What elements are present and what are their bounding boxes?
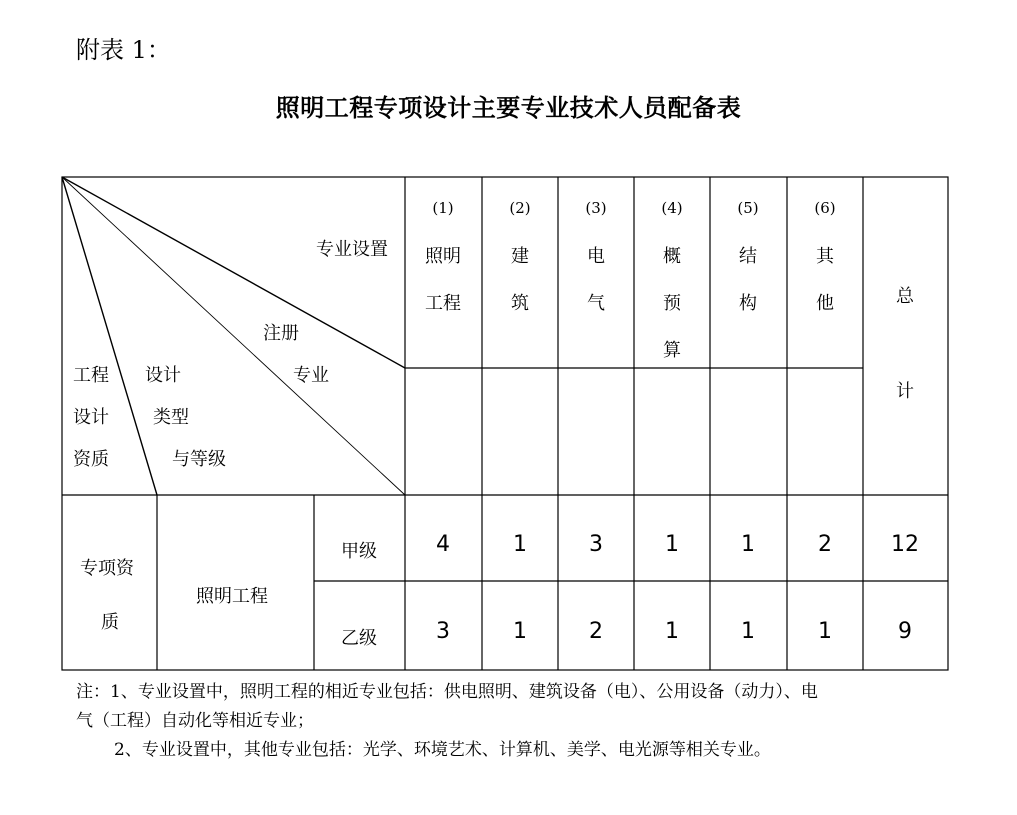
column-number: (4) (661, 199, 683, 217)
table-cell-value: 4 (436, 532, 450, 557)
column-number: (3) (585, 199, 607, 217)
column-number: (5) (737, 199, 759, 217)
project-label: 照明工程 (196, 586, 268, 607)
note-line: 气（工程）自动化等相近专业； (76, 711, 314, 731)
table-cell-value: 1 (513, 619, 527, 644)
column-header-char: 概 (663, 246, 681, 267)
note-line: 2、专业设置中，其他专业包括：光学、环境艺术、计算机、美学、电光源等相关专业。 (114, 740, 771, 760)
column-header-char: 构 (739, 293, 757, 314)
table-cell-value: 2 (818, 532, 832, 557)
diag-label-major-setting: 专业设置 (316, 239, 388, 260)
table-cell-total: 9 (898, 619, 912, 644)
total-header-char: 计 (896, 381, 914, 402)
table-cell-value: 1 (665, 619, 679, 644)
diag-label-major: 专业 (293, 365, 329, 386)
column-header-char: 算 (663, 340, 681, 361)
column-number: (6) (814, 199, 836, 217)
table-cell-value: 1 (741, 532, 755, 557)
diag-label-design-3: 与等级 (172, 449, 226, 470)
column-header-char: 预 (663, 293, 681, 314)
grade-label: 乙级 (341, 628, 377, 649)
column-header-char: 建 (511, 246, 529, 267)
caption: 附表 1： (76, 36, 171, 64)
table-cell-value: 3 (436, 619, 450, 644)
total-header-char: 总 (896, 286, 914, 307)
diag-label-qual-2: 设计 (73, 407, 109, 428)
column-header-char: 照明 (425, 246, 461, 267)
column-header-char: 他 (816, 293, 834, 314)
table-cell-total: 12 (891, 532, 919, 557)
table-cell-value: 3 (589, 532, 603, 557)
table-cell-value: 2 (589, 619, 603, 644)
diag-label-design-1: 设计 (145, 365, 181, 386)
page-title: 照明工程专项设计主要专业技术人员配备表 (275, 93, 742, 122)
qualification-label: 专项资 (80, 558, 134, 579)
column-header-char: 其 (816, 246, 834, 267)
table-cell-value: 1 (741, 619, 755, 644)
diag-label-qual-1: 工程 (73, 365, 109, 386)
table-cell-value: 1 (818, 619, 832, 644)
column-header-char: 气 (587, 293, 605, 314)
table-cell-value: 1 (665, 532, 679, 557)
note-line: 注：1、专业设置中，照明工程的相近专业包括：供电照明、建筑设备（电）、公用设备（动力）、电 (76, 682, 818, 702)
grade-label: 甲级 (341, 541, 377, 562)
diag-label-register: 注册 (263, 323, 299, 344)
column-header-char: 筑 (511, 293, 529, 314)
diag-label-design-2: 类型 (153, 407, 189, 428)
table-cell-value: 1 (513, 532, 527, 557)
column-number: (1) (432, 199, 454, 217)
column-header-char: 结 (739, 246, 757, 267)
qualification-label: 质 (101, 612, 119, 633)
column-number: (2) (509, 199, 531, 217)
column-header-char: 电 (587, 246, 605, 267)
column-header-char: 工程 (425, 293, 461, 314)
diag-label-qual-3: 资质 (73, 449, 109, 470)
